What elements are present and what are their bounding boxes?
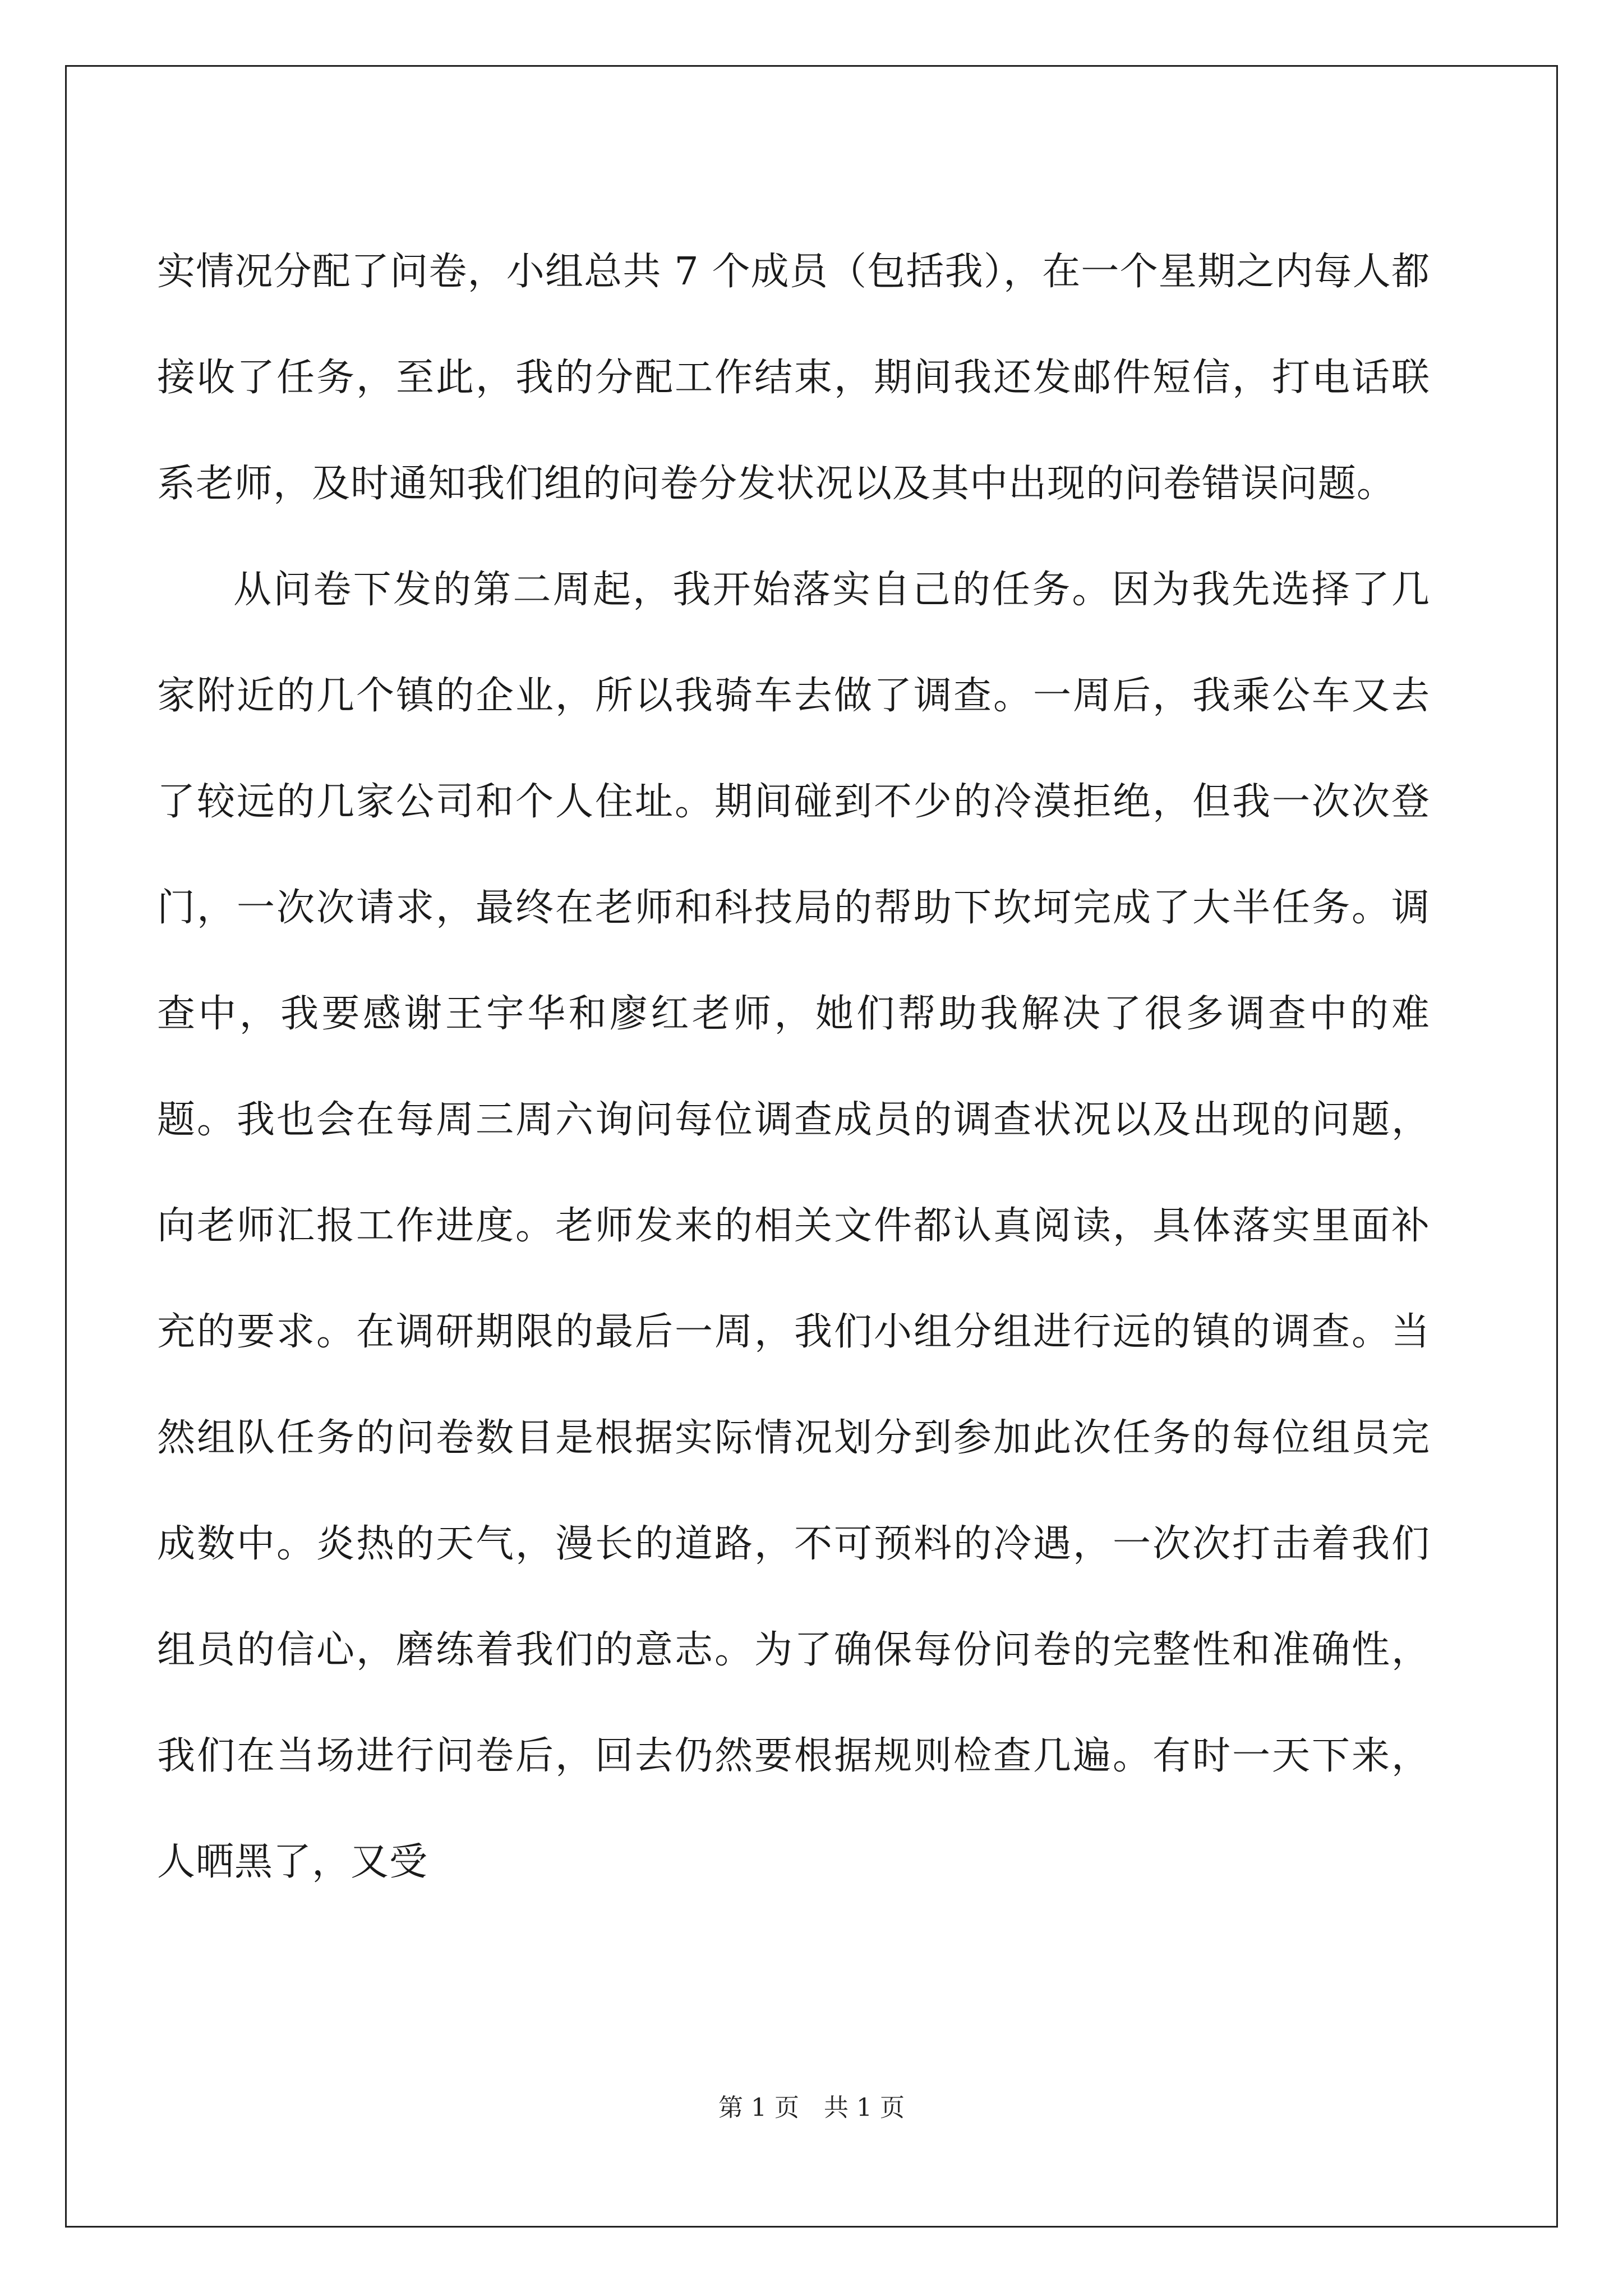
paragraph-1: 实情况分配了问卷，小组总共 7 个成员（包括我），在一个星期之内每人都接收了任务，至此，我的分配工作结束，期间我还发邮件短信，打电话联系老师，及时通知我们组的问卷分发状况以及其中出现的问卷错误问题。 (157, 250, 1430, 506)
document-body (157, 219, 1430, 1915)
page-number-label: 第 1 页 共 1 页 (718, 2093, 905, 2122)
paragraph-2: 从问卷下发的第二周起，我开始落实自己的任务。因为我先选择了几家附近的几个镇的企业，所以我骑车去做了调查。一周后，我乘公车又去了较远的几家公司和个人住址。期间碰到不少的冷漠拒绝，但我一次次登门，一次次请求，最终在老师和科技局的帮助下坎坷完成了大半任务。调查中，我要感谢王宇华和廖红老师，她们帮助我解决了很多调查中的难题。我也会在每周三周六询问每位调查成员的调查状况以及出现的问题，向老师汇报工作进度。老师发来的相关文件都认真阅读，具体落实里面补充的要求。在调研期限的最后一周，我们小组分组进行远的镇的调查。当然组队任务的问卷数目是根据实际情况划分到参加此次任务的每位组员完成数中。炎热的天气，漫长的道路，不可预料的冷遇，一次次打击着我们组员的信心，磨练着我们的意志。为了确保每份问卷的完整性和准确性，我们在当场进行问卷后，回去仍然要根据规则检查几遍。有时一天下来，人晒黑了，又受 (157, 568, 1430, 1884)
page-footer (0, 2091, 1623, 2125)
